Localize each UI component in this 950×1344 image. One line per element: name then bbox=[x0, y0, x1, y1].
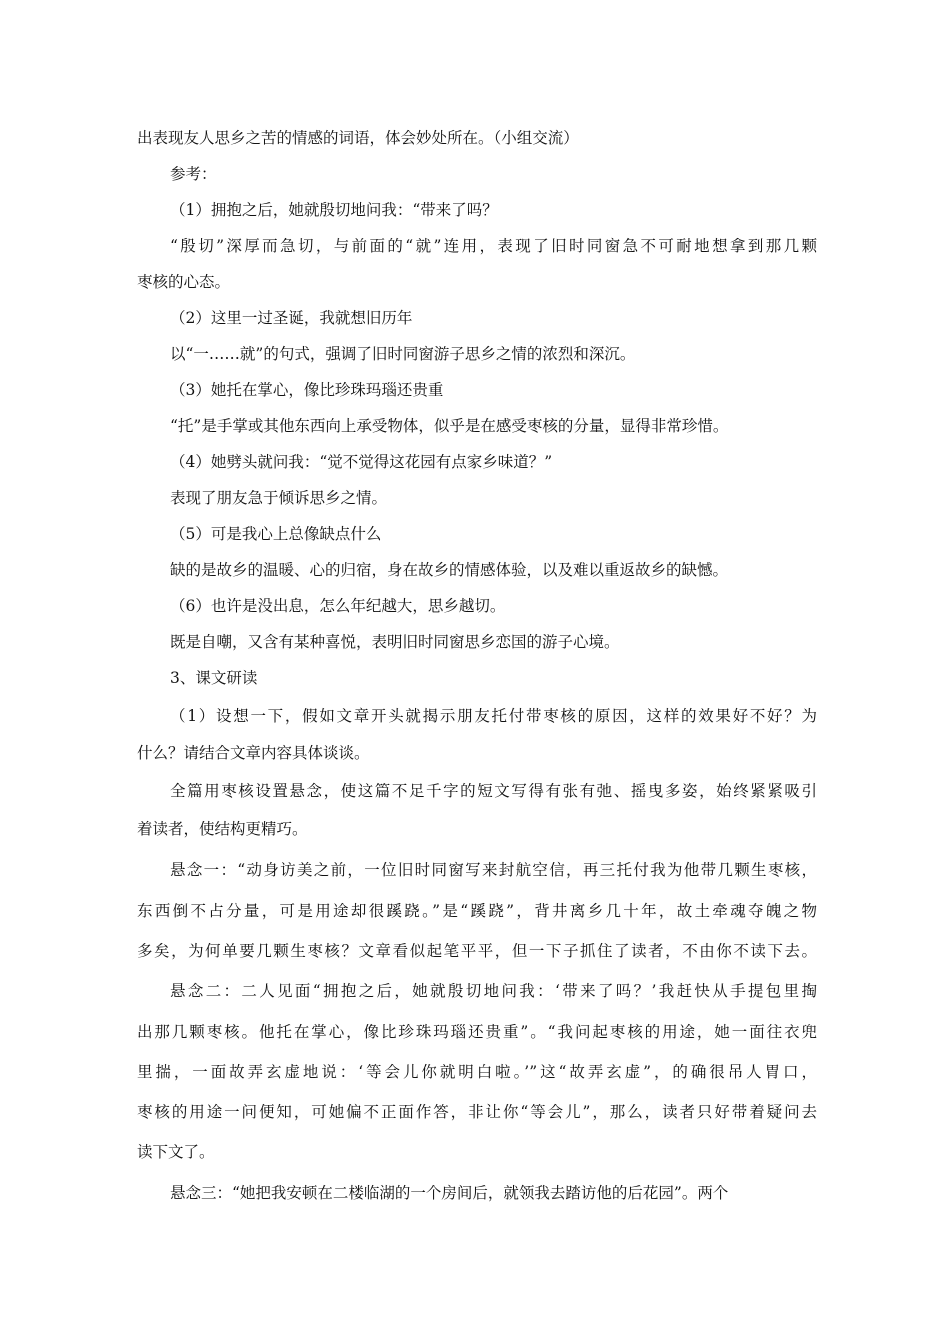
text-line: 枣核的心态。 bbox=[137, 273, 231, 291]
text-line: 什么？请结合文章内容具体谈谈。 bbox=[137, 744, 370, 762]
text-line: 着读者，使结构更精巧。 bbox=[137, 820, 308, 838]
text-line: 多矣，为何单要几颗生枣核？文章看似起笔平平，但一下子抓住了读者，不由你不读下去。 bbox=[137, 942, 817, 960]
text-line: 全篇用枣核设置悬念，使这篇不足千字的短文写得有张有弛、摇曳多姿，始终紧紧吸引 bbox=[170, 782, 817, 800]
text-line: （4）她劈头就问我：“觉不觉得这花园有点家乡味道？” bbox=[170, 453, 553, 471]
text-line: （1）设想一下，假如文章开头就揭示朋友托付带枣核的原因，这样的效果好不好？为 bbox=[170, 707, 817, 725]
text-line: 参考： bbox=[170, 165, 217, 183]
text-line: 读下文了。 bbox=[137, 1143, 215, 1161]
text-line: 既是自嘲，又含有某种喜悦，表明旧时同窗思乡恋国的游子心境。 bbox=[170, 633, 620, 651]
text-line: 出那几颗枣核。他托在掌心，像比珍珠玛瑙还贵重”。“我问起枣核的用途，她一面往衣兜 bbox=[137, 1023, 817, 1041]
text-line: 东西倒不占分量，可是用途却很蹊跷。”是“蹊跷”，背井离乡几十年，故土牵魂夺魄之物 bbox=[137, 902, 817, 920]
text-line: （3）她托在掌心，像比珍珠玛瑙还贵重 bbox=[170, 381, 444, 399]
text-line: （1）拥抱之后，她就殷切地问我：“带来了吗？ bbox=[170, 201, 498, 219]
text-line: 里揣，一面故弄玄虚地说：‘等会儿你就明白啦。’”这“故弄玄虚”，的确很吊人胃口， bbox=[137, 1063, 817, 1081]
text-line: 枣核的用途一问便知，可她偏不正面作答，非让你“等会儿”，那么，读者只好带着疑问去 bbox=[137, 1103, 817, 1121]
text-line: 缺的是故乡的温暖、心的归宿，身在故乡的情感体验，以及难以重返故乡的缺憾。 bbox=[170, 561, 729, 579]
text-line: “殷切”深厚而急切，与前面的“就”连用，表现了旧时同窗急不可耐地想拿到那几颗 bbox=[170, 237, 817, 255]
text-line: “托”是手掌或其他东西向上承受物体，似乎是在感受枣核的分量，显得非常珍惜。 bbox=[170, 417, 729, 435]
section-heading: 3、课文研读 bbox=[170, 669, 258, 687]
text-line: 悬念一：“动身访美之前，一位旧时同窗写来封航空信，再三托付我为他带几颗生枣核， bbox=[170, 861, 817, 879]
text-line: （2）这里一过圣诞，我就想旧历年 bbox=[170, 309, 413, 327]
text-line: （5）可是我心上总像缺点什么 bbox=[170, 525, 382, 543]
text-line: 悬念三：“她把我安顿在二楼临湖的一个房间后，就领我去踏访他的后花园”。两个 bbox=[170, 1184, 729, 1202]
text-line: 悬念二：二人见面“拥抱之后，她就殷切地问我：‘带来了吗？’我赶快从手提包里掏 bbox=[170, 982, 817, 1000]
text-line: 以“一……就”的句式，强调了旧时同窗游子思乡之情的浓烈和深沉。 bbox=[170, 345, 636, 363]
text-line: 表现了朋友急于倾诉思乡之情。 bbox=[170, 489, 388, 507]
text-line: 出表现友人思乡之苦的情感的词语，体会妙处所在。（小组交流） bbox=[137, 129, 579, 147]
text-line: （6）也许是没出息，怎么年纪越大，思乡越切。 bbox=[170, 597, 506, 615]
